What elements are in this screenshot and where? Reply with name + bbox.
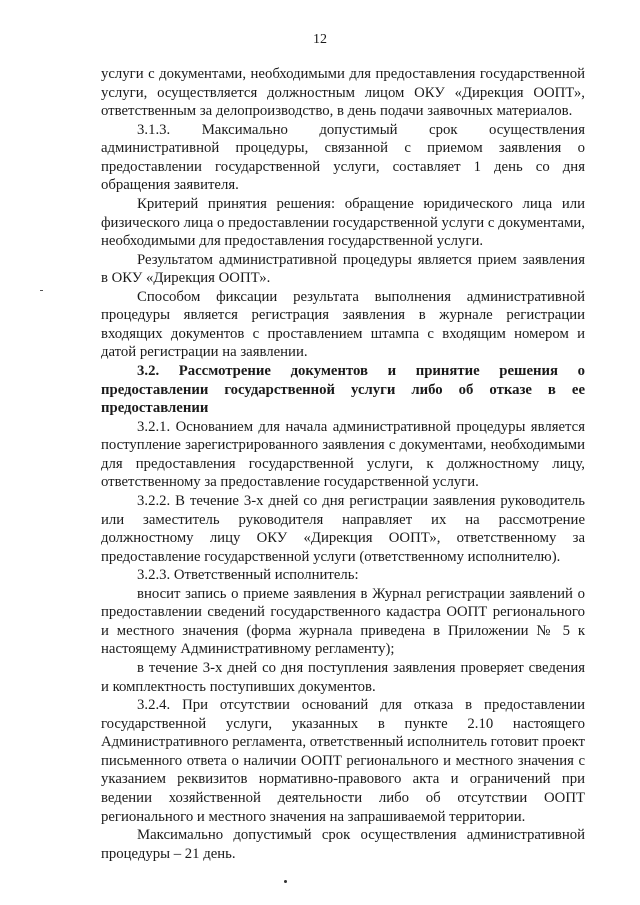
paragraph-3: Критерий принятия решения: обращение юридического лица или физического лица о предоставлении государственной услуги с документами, необходимыми для предоставления государственной услуги. — [101, 195, 585, 250]
document-body — [101, 65, 585, 863]
scan-dot — [284, 880, 287, 883]
scan-mark — [40, 290, 43, 291]
paragraph-7: 3.2.1. Основанием для начала административной процедуры является поступление зарегистрированного заявления с документами, необходимыми для предоставления государственной услуги, к должностному лицу, ответственному за предоставление государственной услуги. — [101, 418, 585, 491]
paragraph-4: Результатом административной процедуры является прием заявления в ОКУ «Дирекция ООПТ». — [101, 251, 585, 287]
section-heading: 3.2. Рассмотрение документов и принятие решения о предоставлении государственной услуги либо об отказе в ее предоставлении — [101, 363, 585, 417]
paragraph-13: Максимально допустимый срок осуществления административной процедуры – 21 день. — [101, 827, 585, 862]
paragraph-1: услуги с документами, необходимыми для предоставления государственной услуги, осуществляется должностным лицом ОКУ «Дирекция ООПТ», ответственным за делопроизводство, в день подачи заявочных материалов. — [101, 66, 585, 120]
paragraph-2: 3.1.3. Максимально допустимый срок осуществления административной процедуры, связанной с приемом заявления о предоставлении государственной услуги, составляет 1 день со дня обращения заявителя. — [101, 121, 585, 194]
paragraph-8: 3.2.2. В течение 3-х дней со дня регистрации заявления руководитель или заместитель руководителя направляет их на рассмотрение должностному лицу ОКУ «Дирекция ООПТ», ответственному за предоставление государственной услуги (ответственному исполнителю). — [101, 492, 585, 565]
paragraph-10: вносит запись о приеме заявления в Журнал регистрации заявлений о предоставлении сведений государственного кадастра ООПТ регионального и местного значения (форма журнала приведена в Приложении № 5 к настоящему Административному регламенту); — [101, 585, 585, 658]
paragraph-11: в течение 3-х дней со дня поступления заявления проверяет сведения и комплектность поступивших документов. — [101, 660, 585, 695]
paragraph-9: 3.2.3. Ответственный исполнитель: — [137, 567, 359, 584]
paragraph-12: 3.2.4. При отсутствии оснований для отказа в предоставлении государственной услуги, указанных в пункте 2.10 настоящего Административного регламента, ответственный исполнитель готовит проект письменного ответа о наличии ООПТ регионального и местного значения с указанием реквизитов нормативно-правового акта и ограничений при ведении хозяйственной деятельности либо об отсутствии ООПТ регионального и местного значения на запрашиваемой территории. — [101, 697, 585, 825]
page-number: 12 — [313, 32, 327, 47]
paragraph-5: Способом фиксации результата выполнения административной процедуры является регистрация заявления в журнале регистрации входящих документов с проставлением штампа с входящим номером и датой регистрации на заявлении. — [101, 288, 585, 361]
